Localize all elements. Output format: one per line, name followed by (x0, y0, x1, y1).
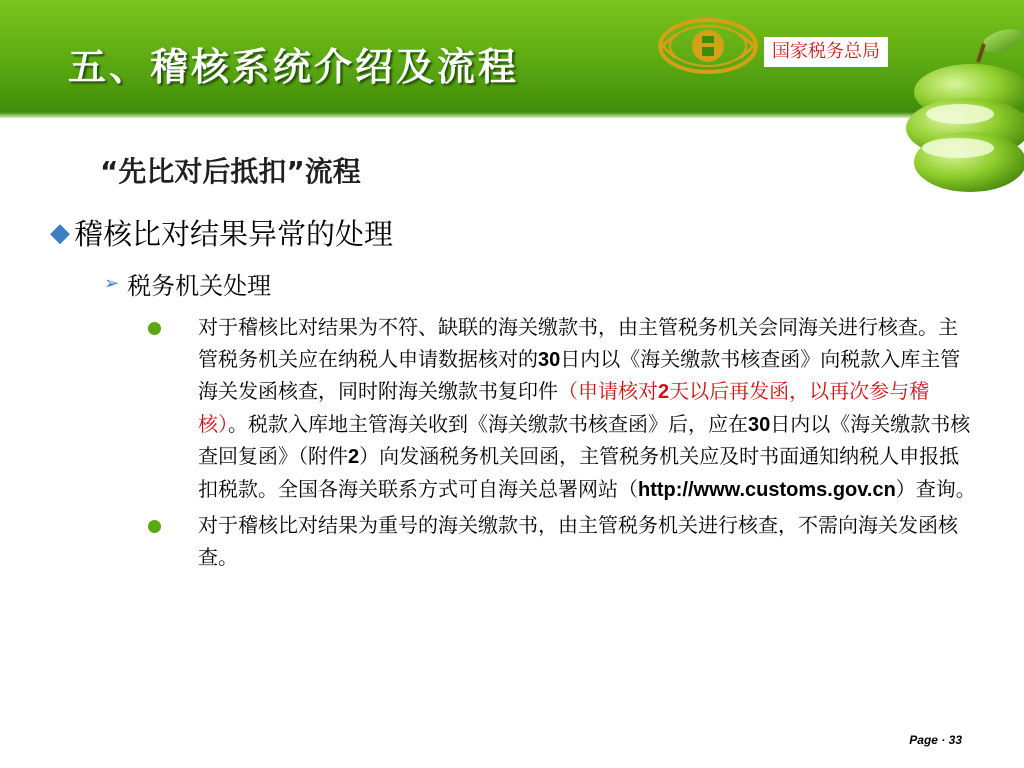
bullet-text: ）查询。 (895, 476, 976, 501)
bullet-list (146, 312, 976, 577)
page-number: 33 (948, 733, 962, 747)
circle-bullet-icon (148, 520, 161, 533)
highlight-note: 天以后再发函，以再次参与稽核） (198, 379, 930, 436)
number: 30 (748, 413, 771, 436)
list-item (146, 312, 976, 506)
circle-bullet-icon (148, 322, 161, 335)
page-footer (909, 733, 962, 747)
highlight-number: 2 (658, 381, 670, 403)
bullet-text: 日内以《海关缴款书核查回复函》（附件 (198, 411, 971, 468)
subsection-heading (104, 266, 271, 301)
bullet-text: 。税款入库地主管海关收到《海关缴款书核查函》后，应在 (228, 411, 748, 436)
diamond-bullet-icon: ◆ (50, 217, 70, 248)
number: 30 (538, 348, 561, 371)
tax-emblem-icon (656, 16, 760, 76)
highlight-note: （申请核对 (558, 379, 658, 403)
subsection-heading-text: 税务机关处理 (127, 272, 272, 300)
green-apple-icon (900, 22, 1024, 202)
page-separator: · (941, 733, 946, 747)
org-name: 国家税务总局 (764, 37, 888, 67)
subtitle: “先比对后抵扣”流程 (100, 155, 361, 188)
website-url: http://www.customs.gov.cn (638, 478, 896, 501)
page-label: Page (909, 733, 938, 747)
slide-title: 五、稽核系统介绍及流程 (68, 44, 520, 89)
bullet-text: 对于稽核比对结果为不符、缺联的海关缴款书，由主管税务机关会同海关进行核查。主管税务机关应在纳税人申请数据核对的 (198, 315, 958, 371)
bullet-text: 日内以《海关缴款书核查函》向税款入库主管海关发函核查，同时附海关缴款书复印件 (198, 346, 961, 403)
bullet-text: ）向发涵税务机关回函，主管税务机关应及时书面通知纳税人申报抵扣税款。全国各海关联系方式可自海关总署网站（ (198, 444, 960, 501)
section-heading (50, 212, 393, 253)
arrow-bullet-icon: ➢ (104, 273, 120, 294)
number: 2 (348, 446, 360, 468)
list-item (146, 510, 976, 573)
section-heading-text: 稽核比对结果异常的处理 (74, 217, 394, 251)
bullet-text: 对于稽核比对结果为重号的海关缴款书，由主管税务机关进行核查，不需向海关发函核查。 (198, 513, 958, 569)
